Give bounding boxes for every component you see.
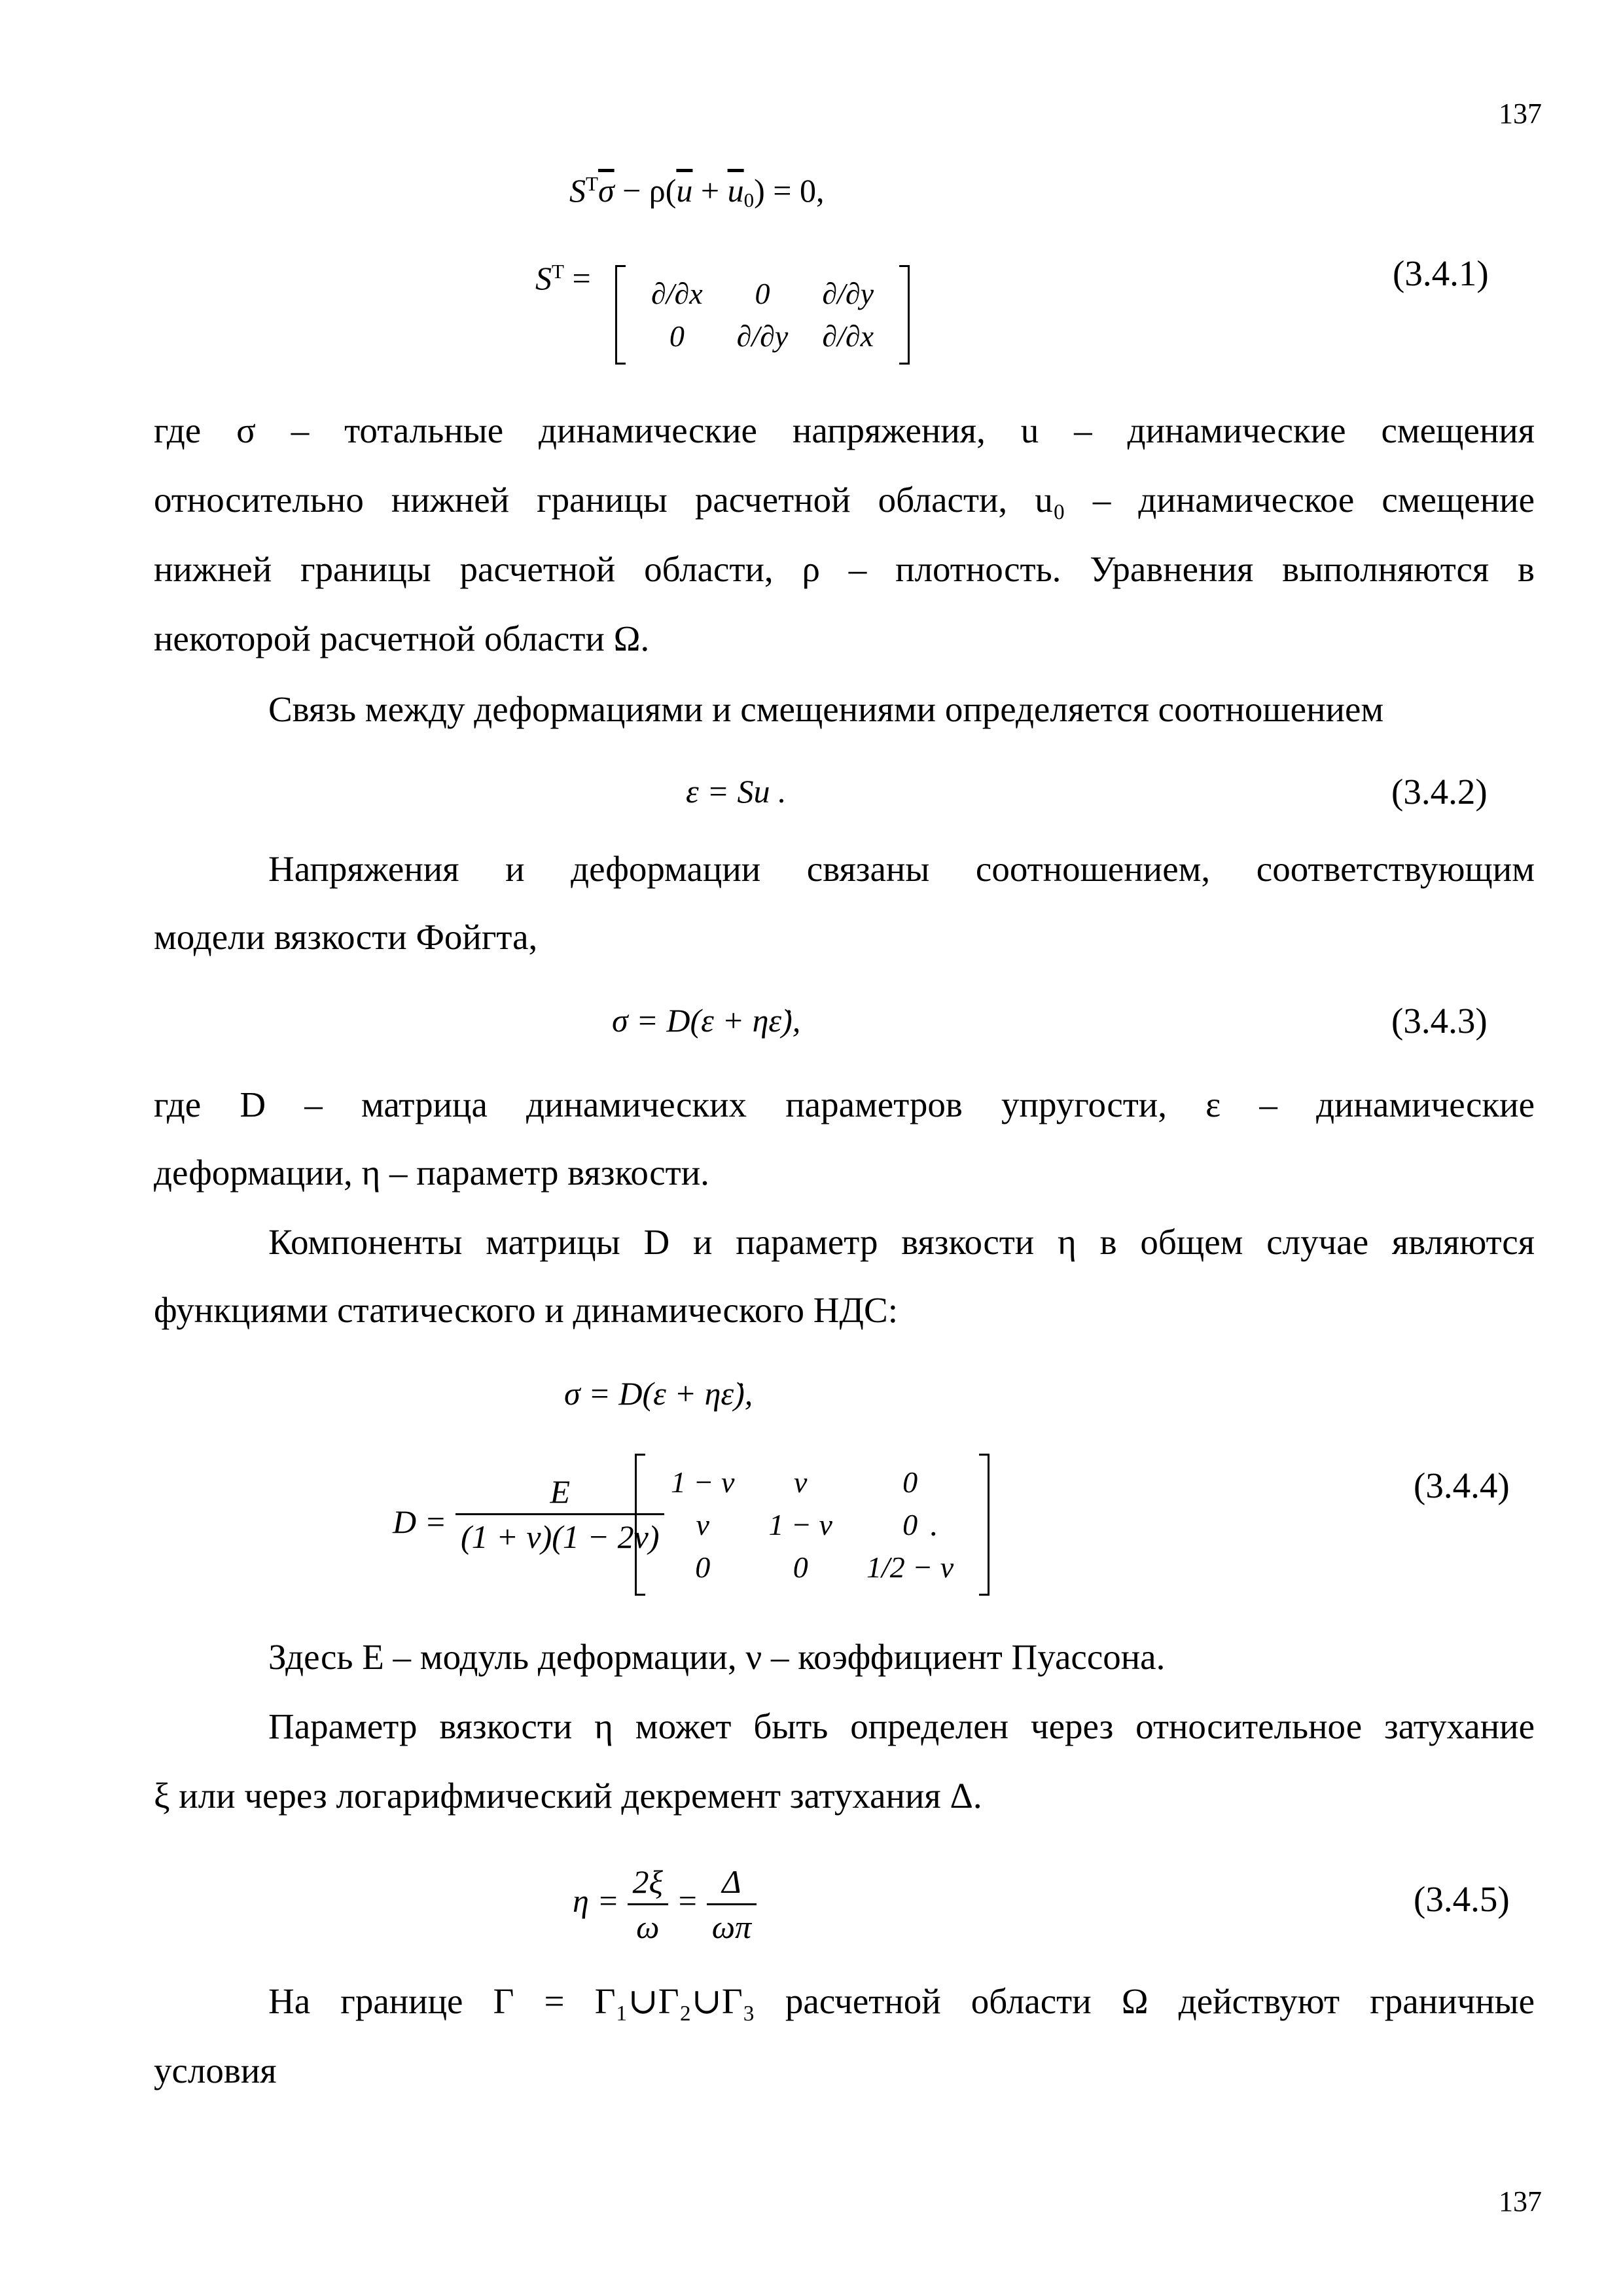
p8-line1: На границе Γ = Γ₁∪Γ₂∪Γ₃ расчетной области Ω действуют граничные — [268, 1981, 1535, 2021]
p7-line2: ξ или через логарифмический декремент затухания Δ. — [154, 1776, 982, 1816]
equation-3-4-1-line1: $S^T\overline{\sigma} - \rho(\overline{u} + \overline{u}_0) = 0$, — [569, 171, 825, 211]
equation-3-4-1-line2: $S^T$ = — [535, 259, 591, 296]
matrix-st: ∂/∂x 0 ∂/∂y 0 ∂/∂y ∂/∂x — [615, 267, 910, 366]
equation-3-4-4-line1: σ = D(ε + ηε̇), — [564, 1375, 753, 1412]
p1-line3: нижней границы расчетной области, ρ – плотность. Уравнения выполняются в — [154, 549, 1535, 589]
p1-line1: где σ – тотальные динамические напряжения, u – динамические смещения — [154, 410, 1535, 450]
equation-number-3-4-2: (3.4.2) — [1391, 772, 1488, 812]
matrix-d: 1 − ν ν 0 ν 1 − ν 0 0 0 1/2 − ν — [635, 1456, 990, 1597]
equation-3-4-4-dot: . — [929, 1506, 938, 1543]
equation-number-3-4-1: (3.4.1) — [1393, 253, 1489, 293]
page-number-bottom: 137 — [1499, 2185, 1542, 2217]
p6: Здесь E – модуль деформации, ν – коэффициент Пуассона. — [268, 1637, 1166, 1677]
p2: Связь между деформациями и смещениями определяется соотношением — [268, 689, 1384, 729]
p5-line1: Компоненты матрицы D и параметр вязкости η в общем случае являются — [268, 1222, 1535, 1262]
p8-line2: условия — [154, 2051, 277, 2090]
p3-line1: Напряжения и деформации связаны соотношением, соответствующим — [268, 849, 1535, 889]
fraction-e: $\frac{E}{(1 + \nu)(1 - 2\nu)}$ — [455, 1473, 664, 1556]
equation-number-3-4-4: (3.4.4) — [1414, 1465, 1510, 1505]
p7-line1: Параметр вязкости η может быть определен через относительное затухание — [268, 1706, 1535, 1746]
p4-line1: где D – матрица динамических параметров упругости, ε – динамические — [154, 1085, 1535, 1124]
equation-number-3-4-5: (3.4.5) — [1414, 1879, 1510, 1919]
equation-3-4-5: η = $\frac{2\xi}{\omega}$ = $\frac{\Delta}{\omega\pi}$ — [573, 1863, 757, 1946]
p1-line4: некоторой расчетной области Ω. — [154, 619, 650, 658]
equation-number-3-4-3: (3.4.3) — [1391, 1001, 1488, 1041]
p5-line2: функциями статического и динамического НДС: — [154, 1290, 898, 1330]
equation-3-4-4-lhs: D = — [393, 1503, 447, 1540]
page-number-top: 137 — [1499, 98, 1542, 130]
p4-line2: деформации, η – параметр вязкости. — [154, 1153, 709, 1193]
p1-line2: относительно нижней границы расчетной области, u₀ – динамическое смещение — [154, 480, 1535, 520]
equation-3-4-2: ε = Su . — [686, 773, 787, 810]
p3-line2: модели вязкости Фойгта, — [154, 917, 538, 957]
equation-3-4-3: σ = D(ε + ηε̇), — [612, 1002, 801, 1039]
